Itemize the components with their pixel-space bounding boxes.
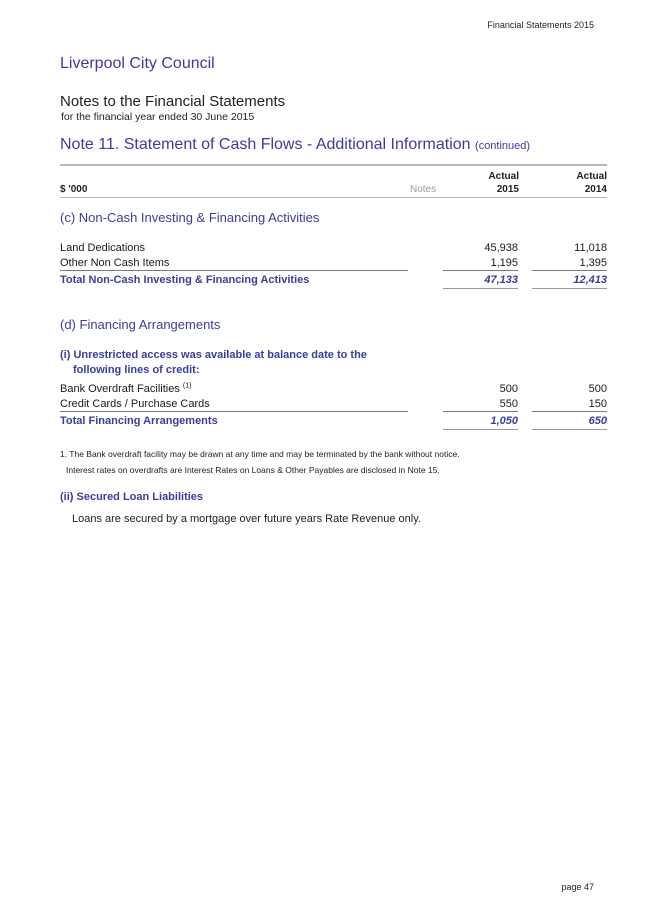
sub-heading-i-line1: (i) Unrestricted access was available at balance date to the: [60, 349, 367, 361]
column-head-rule: [60, 197, 607, 198]
sub-heading-ii: (ii) Secured Loan Liabilities: [60, 491, 204, 503]
total-value-2014: 650: [588, 415, 607, 427]
row-label-text: Bank Overdraft Facilities: [60, 383, 180, 395]
report-title: Financial Statements 2015: [487, 20, 594, 30]
column-head-unit: $ '000: [60, 184, 88, 195]
column-head-actual-2015: Actual: [488, 171, 519, 182]
row-value-2015: 45,938: [484, 242, 518, 254]
secured-loans-text: Loans are secured by a mortgage over future years Rate Revenue only.: [72, 513, 421, 525]
total-rule-2015: [443, 429, 518, 430]
column-head-actual-2014: Actual: [576, 171, 607, 182]
note-title-text: Note 11. Statement of Cash Flows - Additional Information: [60, 136, 471, 153]
value-underline-2014: [532, 270, 607, 271]
total-rule-2015: [443, 288, 518, 289]
page-number: page 47: [561, 882, 594, 892]
total-value-2015: 1,050: [490, 415, 518, 427]
total-rule-2014: [532, 429, 607, 430]
total-label: Total Non-Cash Investing & Financing Activities: [60, 274, 310, 286]
row-value-2014: 1,395: [579, 257, 607, 269]
row-value-2015: 1,195: [490, 257, 518, 269]
note-title: [60, 136, 530, 154]
row-label: Other Non Cash Items: [60, 257, 170, 269]
footnote-ref: (1): [182, 382, 192, 390]
total-label: Total Financing Arrangements: [60, 415, 218, 427]
header-rule: [60, 164, 607, 166]
row-value-2014: 150: [588, 398, 607, 410]
note-continued: (continued): [475, 140, 531, 152]
column-head-year-2015: 2015: [496, 184, 519, 195]
total-row: [60, 415, 607, 430]
section-c-title: (c) Non-Cash Investing & Financing Activities: [60, 210, 320, 225]
sub-heading-i-line2: following lines of credit:: [73, 364, 200, 376]
sub-heading-i: [60, 348, 367, 378]
organisation-name: Liverpool City Council: [60, 55, 215, 72]
column-head-year-2014: 2014: [584, 184, 607, 195]
row-value-2014: 11,018: [574, 242, 607, 254]
row-label: Credit Cards / Purchase Cards: [60, 398, 210, 410]
notes-subtitle: for the financial year ended 30 June 2015: [61, 111, 255, 123]
notes-title: Notes to the Financial Statements: [60, 93, 286, 110]
table-row: [60, 242, 607, 257]
section-d-title: (d) Financing Arrangements: [60, 317, 221, 332]
table-row: [60, 383, 607, 398]
row-value-2015: 550: [499, 398, 518, 410]
value-underline-2015: [443, 411, 518, 412]
total-value-2014: 12,413: [573, 274, 607, 286]
label-underline: [60, 270, 408, 271]
value-underline-2014: [532, 411, 607, 412]
column-head-notes: Notes: [410, 184, 437, 195]
row-value-2015: 500: [499, 383, 518, 395]
row-label: Land Dedications: [60, 242, 146, 254]
footnote-1: 1. The Bank overdraft facility may be drawn at any time and may be terminated by the bank without notice.: [60, 449, 460, 459]
footnote-2: Interest rates on overdrafts are Interest Rates on Loans & Other Payables are disclosed in Note 15.: [66, 465, 440, 475]
row-value-2014: 500: [588, 383, 607, 395]
value-underline-2015: [443, 270, 518, 271]
label-underline: [60, 411, 408, 412]
row-label: [60, 383, 191, 395]
total-row: [60, 274, 607, 289]
total-value-2015: 47,133: [484, 274, 518, 286]
total-rule-2014: [532, 288, 607, 289]
